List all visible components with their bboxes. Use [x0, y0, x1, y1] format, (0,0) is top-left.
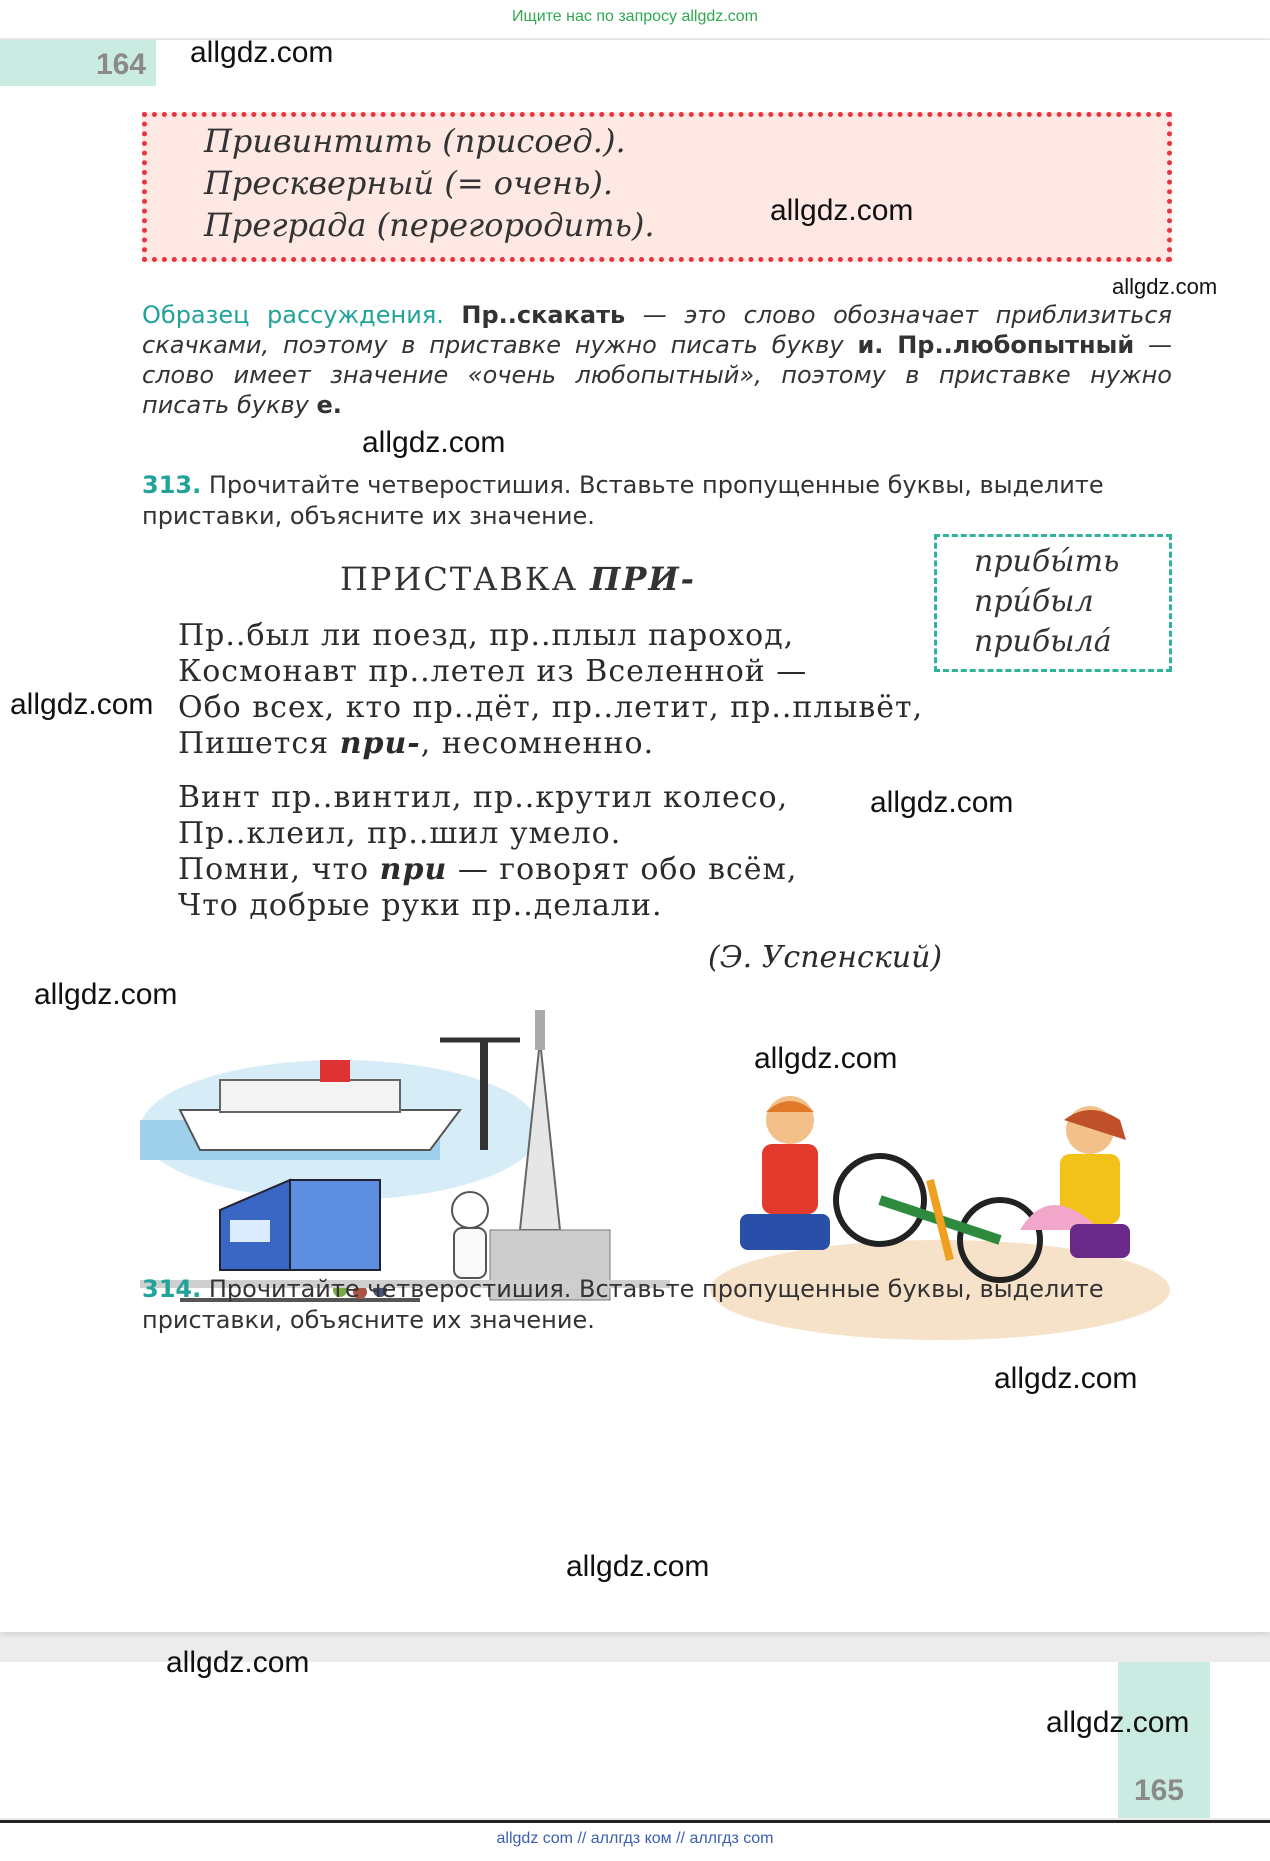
watermark: allgdz.com	[1046, 1706, 1190, 1739]
watermark: allgdz.com	[34, 978, 178, 1011]
astronaut-helmet	[452, 1192, 488, 1228]
task-314-number: 314.	[142, 1275, 202, 1303]
task-313-text: Прочитайте четверостишия. Вставьте пропущенные буквы, выделите приставки, объясните их значение.	[142, 471, 1104, 530]
verse-part: , несомненно.	[420, 726, 655, 761]
verse-part: Помни, что	[178, 852, 370, 887]
watermark: allgdz.com	[994, 1362, 1138, 1395]
watermark: allgdz.com	[566, 1550, 710, 1583]
stress-word-1: прибы́ть	[974, 544, 1120, 579]
rule-line-3: Преграда (перегородить).	[204, 206, 655, 244]
task-314	[142, 1274, 1172, 1336]
verse-line	[178, 852, 797, 888]
page-number-right: 165	[1133, 1774, 1184, 1807]
watermark: allgdz.com	[362, 426, 506, 459]
poem-author-text: (Э. Успенский)	[708, 940, 943, 975]
ship-funnel	[320, 1060, 350, 1082]
reasoning-letter-1: и.	[857, 331, 884, 359]
watermark: allgdz.com	[754, 1042, 898, 1075]
crane	[480, 1040, 488, 1150]
ship-hull	[180, 1110, 460, 1150]
verse-line	[178, 726, 654, 762]
watermark: allgdz.com	[166, 1646, 310, 1679]
top-banner[interactable]: Ищите нас по запросу allgdz.com	[0, 0, 1270, 38]
rule-line-2: Прескверный (= очень).	[204, 164, 614, 202]
page-number-left: 164	[96, 48, 147, 81]
task-313-number: 313.	[142, 471, 202, 499]
task-313	[142, 470, 1172, 532]
page-165	[0, 1662, 1270, 1818]
verse-line: Винт пр..винтил, пр..крутил колесо,	[178, 780, 789, 815]
poem-title	[340, 560, 696, 598]
reasoning-word-2: Пр..любопытный	[897, 331, 1135, 359]
reasoning-word-1: Пр..скакать	[461, 301, 626, 329]
reasoning-letter-2: е.	[316, 391, 342, 419]
verse-line: Пр..был ли поезд, пр..плыл пароход,	[178, 618, 795, 653]
verse-line: Пр..клеил, пр..шил умело.	[178, 816, 622, 851]
task-314-text: Прочитайте четверостишия. Вставьте пропущенные буквы, выделите приставки, объясните их значение.	[142, 1275, 1104, 1334]
watermark: allgdz.com	[190, 36, 334, 69]
bottom-banner[interactable]: allgdz com // аллгдз ком // аллгдз com	[0, 1820, 1270, 1861]
reasoning-text-1: — это слово обозначает приблизиться скачками, поэтому в приставке нужно писать букву	[142, 301, 1172, 359]
verse-part: Пишется	[178, 726, 330, 761]
poem-title-bold: ПРИ-	[590, 560, 696, 598]
verse-part: — говорят обо всём,	[457, 852, 798, 887]
poem-title-plain: ПРИСТАВКА	[340, 560, 578, 598]
astronaut-body	[454, 1228, 486, 1278]
stress-word-3: прибыла́	[974, 624, 1112, 659]
boy-pants	[740, 1214, 830, 1250]
poem-author	[708, 940, 942, 975]
rule-line-1: Привинтить (присоед.).	[204, 122, 626, 160]
verse-line: Космонавт пр..летел из Вселенной —	[178, 654, 808, 689]
reasoning-text-2: — слово имеет значение «очень любопытный», поэтому в приставке нужно писать букву	[142, 331, 1172, 419]
reasoning-sample	[142, 300, 1172, 420]
reasoning-lead: Образец рассуждения.	[142, 301, 444, 329]
verse-prefix: при	[379, 852, 448, 887]
watermark: allgdz.com	[770, 194, 914, 227]
watermark: allgdz.com	[1112, 274, 1218, 299]
verse-line: Что добрые руки пр..делали.	[178, 888, 663, 923]
watermark: allgdz.com	[870, 786, 1014, 819]
watermark: allgdz.com	[10, 688, 154, 721]
boy-shirt	[762, 1144, 818, 1214]
stress-word-2: при́был	[974, 584, 1094, 619]
verse-prefix: при-	[339, 726, 421, 761]
verse-line: Обо всех, кто пр..дёт, пр..летит, пр..плывёт,	[178, 690, 924, 725]
